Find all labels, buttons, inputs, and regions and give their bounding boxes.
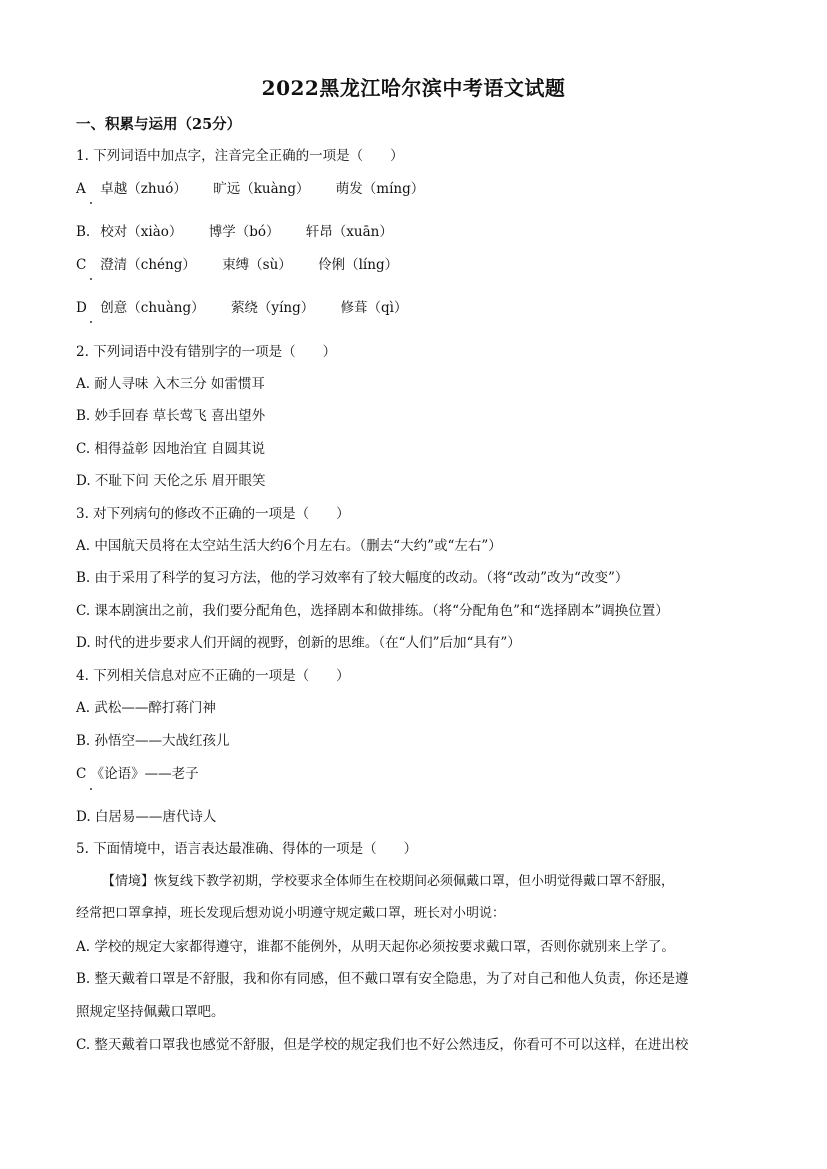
q5-option-b-line-1[interactable]: B. 整天戴着口罩是不舒服，我和你有同感，但不戴口罩有安全隐患，为了对自己和他人负责，你还是遵 bbox=[76, 971, 689, 987]
q2-option-d[interactable]: D. 不耻下问 天伦之乐 眉开眼笑 bbox=[76, 473, 266, 489]
q1-option-d[interactable] bbox=[76, 298, 747, 318]
q2-option-c[interactable]: C. 相得益彰 因地治宜 自圆其说 bbox=[76, 441, 266, 457]
q4-option-d[interactable]: D. 白居易——唐代诗人 bbox=[76, 809, 217, 825]
q5-context-line-2: 经常把口罩拿掉，班长发现后想劝说小明遵守规定戴口罩，班长对小明说： bbox=[76, 906, 506, 921]
q3-option-a[interactable]: A. 中国航天员将在太空站生活大约6个月左右。（删去“大约”或“左右”） bbox=[76, 538, 502, 554]
q1-option-c[interactable] bbox=[76, 255, 747, 275]
option-word: 卓越（zhuó） bbox=[100, 181, 187, 197]
q1-option-b[interactable] bbox=[76, 222, 747, 242]
q4-option-a[interactable]: A. 武松——醉打蒋门神 bbox=[76, 700, 216, 716]
option-word: 轩昂（xuān） bbox=[305, 224, 393, 240]
q5-option-b-line-2[interactable]: 照规定坚持佩戴口罩吧。 bbox=[76, 1004, 225, 1020]
q3-option-d[interactable]: D. 时代的进步要求人们开阔的视野，创新的思维。（在“人们”后加“具有”） bbox=[76, 635, 521, 651]
page-title: 2022黑龙江哈尔滨中考语文试题 bbox=[261, 76, 566, 100]
emphasis-dot bbox=[90, 321, 92, 323]
q2-option-b[interactable]: B. 妙手回春 草长莺飞 喜出望外 bbox=[76, 408, 266, 424]
q2-option-a[interactable]: A. 耐人寻味 入木三分 如雷惯耳 bbox=[76, 376, 265, 392]
emphasis-dot bbox=[90, 202, 92, 204]
option-word: 旷远（kuàng） bbox=[213, 181, 310, 197]
option-word: 束缚（sù） bbox=[222, 257, 292, 273]
option-letter: D bbox=[76, 300, 87, 316]
option-word: 澄清（chéng） bbox=[100, 257, 196, 273]
option-word: 伶俐（líng） bbox=[318, 257, 399, 273]
option-word: 萦绕（yíng） bbox=[230, 300, 315, 316]
question-3-stem: 3. 对下列病句的修改不正确的一项是（ ） bbox=[76, 506, 350, 522]
emphasis-dot bbox=[90, 788, 92, 790]
q4-option-b[interactable]: B. 孙悟空——大战红孩儿 bbox=[76, 733, 230, 749]
option-letter: B. bbox=[76, 224, 91, 240]
q3-option-b[interactable]: B. 由于采用了科学的复习方法，他的学习效率有了较大幅度的改动。（将“改动”改为“改变”） bbox=[76, 570, 629, 586]
question-4-stem: 4. 下列相关信息对应不正确的一项是（ ） bbox=[76, 668, 350, 684]
question-5-stem: 5. 下面情境中，语言表达最准确、得体的一项是（ ） bbox=[76, 841, 418, 857]
option-letter: C bbox=[76, 257, 87, 273]
section-heading: 一、积累与运用（25分） bbox=[76, 116, 242, 133]
option-word: 创意（chuàng） bbox=[100, 300, 205, 316]
emphasis-dot bbox=[90, 278, 92, 280]
option-word: 修葺（qì） bbox=[340, 300, 408, 316]
question-2-stem: 2. 下列词语中没有错别字的一项是（ ） bbox=[76, 344, 337, 360]
q4-option-c[interactable]: C 《论语》——老子 bbox=[76, 766, 199, 782]
option-word: 博学（bó） bbox=[208, 224, 280, 240]
option-letter: A bbox=[76, 181, 86, 197]
option-word: 萌发（míng） bbox=[335, 181, 425, 197]
option-word: 校对（xiào） bbox=[100, 224, 183, 240]
q1-option-a[interactable] bbox=[76, 179, 747, 199]
q5-context-line-1: 【情境】恢复线下教学初期，学校要求全体师生在校期间必须佩戴口罩，但小明觉得戴口罩不舒服， bbox=[102, 874, 675, 889]
q5-option-c-line-1[interactable]: C. 整天戴着口罩我也感觉不舒服，但是学校的规定我们也不好公然违反，你看可不可以这样，在进出校 bbox=[76, 1037, 689, 1053]
q3-option-c[interactable]: C. 课本剧演出之前，我们要分配角色，选择剧本和做排练。（将“分配角色”和“选择剧本”调换位置） bbox=[76, 603, 669, 619]
question-1-stem: 1. 下列词语中加点字，注音完全正确的一项是（ ） bbox=[76, 148, 404, 164]
q5-option-a[interactable]: A. 学校的规定大家都得遵守，谁都不能例外，从明天起你必须按要求戴口罩，否则你就别来上学了。 bbox=[76, 939, 675, 955]
